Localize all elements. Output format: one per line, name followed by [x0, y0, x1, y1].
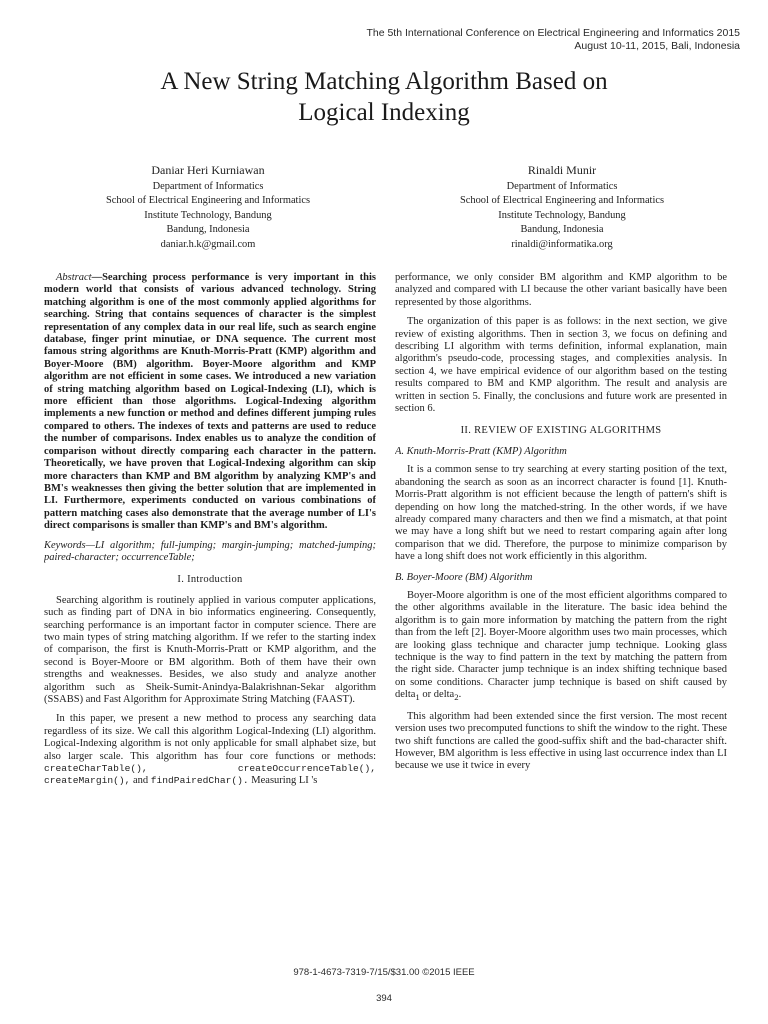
period: .: [458, 689, 462, 701]
author-name: Daniar Heri Kurniawan: [151, 163, 265, 177]
code-create-occurrence-table: createOccurrenceTable(),: [237, 763, 376, 775]
author-email: rinaldi@informatika.org: [511, 238, 613, 250]
delta-subscript-1: 1: [415, 692, 420, 703]
author-institute: Institute Technology, Bandung: [144, 209, 272, 221]
bm-extension-paragraph: This algorithm had been extended since the first version. The most recent version uses two precomputed functions to shift the window to the right. These two shift functions are called the good-suffix shift and the bad-character shift. However, BM algorithm is less effective in using last occurrence index than LI because we use it twice in every: [395, 710, 727, 772]
author-department: Department of Informatics: [506, 180, 618, 192]
code-create-margin: createMargin(),: [44, 775, 131, 787]
subsection-heading-bm: B. Boyer-Moore (BM) Algorithm: [395, 571, 533, 583]
code-find-paired-char: findPairedChar().: [150, 775, 249, 787]
abstract: [44, 272, 376, 533]
code-create-char-table: createCharTable(),: [44, 763, 148, 775]
abstract-label: Abstract: [56, 272, 92, 283]
intro-paragraph-2: [44, 713, 376, 787]
author-school: School of Electrical Engineering and Informatics: [106, 195, 310, 206]
right-column: [395, 272, 727, 962]
keywords: Keywords—LI algorithm; full-jumping; margin-jumping; matched-jumping; paired-character; occurrenceTable;: [44, 539, 376, 563]
page-number: 394: [376, 993, 392, 1004]
kmp-paragraph: It is a common sense to try searching at every starting position of the text, abandoning the search as soon as an incorrect character is found [1]. Knuth-Morris-Pratt algorithm is not efficient because the length of pattern's shift is depending on how long the matched-string. In the other words, if we have already compared many characters and then we find a mismatch, at that point we may have a long shift but we need to restart comparing again after long comparison that we did. Therefore, the purpose to minimize comparison by have a long shift does not work efficiently in this algorithm.: [395, 464, 727, 563]
author-department: Department of Informatics: [152, 180, 264, 192]
subsection-heading-kmp: A. Knuth-Morris-Pratt (KMP) Algorithm: [395, 445, 567, 457]
author-block-2: [397, 163, 727, 252]
author-school: School of Electrical Engineering and Informatics: [460, 195, 664, 206]
conference-date: August 10-11, 2015, Bali, Indonesia: [574, 40, 740, 52]
author-block-1: [43, 163, 373, 252]
left-column: [44, 272, 376, 962]
intro-paragraph-2-tail: Measuring LI 's: [251, 775, 318, 787]
intro-paragraph-2-text: In this paper, we present a new method to process any searching data regardless of its size. We call this algorithm Logical-Indexing (LI) algorithm. Logical-Indexing algorithm is not only applicable for small alphabet size, but also larger scale. This algorithm has four core functions or methods:: [44, 713, 376, 762]
paper-title: [0, 66, 768, 128]
or-delta-text: or delta: [419, 689, 455, 701]
section-heading-review: II. REVIEW OF EXISTING ALGORITHMS: [460, 425, 662, 437]
bm-paragraph-text: Boyer-Moore algorithm is one of the most efficient algorithms compared to the other algorithms available in the literature. The basic idea behind the algorithm is to gain more information by matching the pattern from the right than from the left [2]. Boyer-Moore algorithm uses two main processes, which are looking glass technique and character jump technique. Looking glass technique is the way to find pattern in the text by matching the pattern from the right side. Character jump technique is an index shifting technique based on some conditions. Character jump technique is based on shift caused by delta: [395, 589, 727, 701]
bm-paragraph: [395, 590, 727, 704]
right-paragraph-1: performance, we only consider BM algorithm and KMP algorithm to be analyzed and compared with LI because the other variant basically have been represented by those algorithms.: [395, 272, 727, 308]
title-line-1: A New String Matching Algorithm Based on: [160, 68, 608, 95]
abstract-text: —Searching process performance is very important in this modern world that consists of various advanced technology. String matching algorithm is one of the most commonly applied algorithms for searching. String that contains sequences of character is the simplest representation of any complex data in our real life, such as search engine database, finger print minutiae, or DNA sequence. The current most famous string algorithms are Knuth-Morris-Pratt (KMP) algorithm and Boyer-Moore (BM) algorithm. Boyer-Moore algorithm and KMP algorithm are not efficient in some cases. We introduced a new variation of string matching algorithm based on Logical-Indexing (LI), which is more efficient than those algorithms. Logical-Indexing algorithm implements a new function or method and defines different jumping rules compared to others. The indexes of texts and patterns are used to reduce the number of comparisons. Index enables us to analyze the condition of comparison without directly comparing each character in the pattern. Theoretically, we have proven that Logical-Indexing algorithm can skip more characters than KMP and BM algorithm by analyzing KMP's and BM's weaknesses then giving the better solution that are implemented in LI. Furthermore, experiments conducted on various combinations of pattern matching cases also demonstrate that the average number of LI's direct comparisons is smaller than KMP's and BM's algorithm.: [44, 272, 376, 532]
organization-paragraph: The organization of this paper is as follows: in the next section, we give review of existing algorithms. Then in section 3, we focus on defining and describing LI algorithm with terms definition, informal explanation, main algorithm's pseudo-code, processing stages, and complexities analysis. In section 4, we have empirical evidence of our algorithm based on the testing results compared to BM and KMP algorithm. The result and analysis are written in section 5. Finally, the conclusions and future work are presented in section 6.: [395, 316, 727, 415]
author-location: Bandung, Indonesia: [166, 224, 250, 235]
copyright-footer: 978-1-4673-7319-7/15/$31.00 ©2015 IEEE: [293, 967, 475, 978]
and-text: and: [132, 775, 149, 787]
conference-header: [366, 27, 740, 53]
section-heading-introduction: I. Introduction: [177, 574, 243, 586]
author-location: Bandung, Indonesia: [520, 224, 604, 235]
title-line-2: Logical Indexing: [298, 99, 470, 126]
author-email: daniar.h.k@gmail.com: [160, 238, 256, 250]
delta-subscript-2: 2: [454, 692, 459, 703]
conference-name: The 5th International Conference on Electrical Engineering and Informatics 2015: [366, 27, 740, 39]
author-name: Rinaldi Munir: [527, 163, 597, 177]
intro-paragraph-1: Searching algorithm is routinely applied in various computer applications, such as finding part of DNA in bio informatics engineering. Consequently, searching performance is an important factor in computer science. There are two main types of string matching algorithm. If we refer to the starting index of comparison, the first is Knuth-Morris-Pratt or KMP algorithm, and the second is Boyer-Moore or BM algorithm. Both of them have their own strengths and weaknesses. Besides, we also study and analyze another algorithm such as Sheik-Sumit-Anindya-Balakrishnan-Sekar algorithm (SSABS) and Fast Algorithm for Approximate String Matching (FAAST).: [44, 594, 376, 705]
author-institute: Institute Technology, Bandung: [498, 209, 626, 221]
